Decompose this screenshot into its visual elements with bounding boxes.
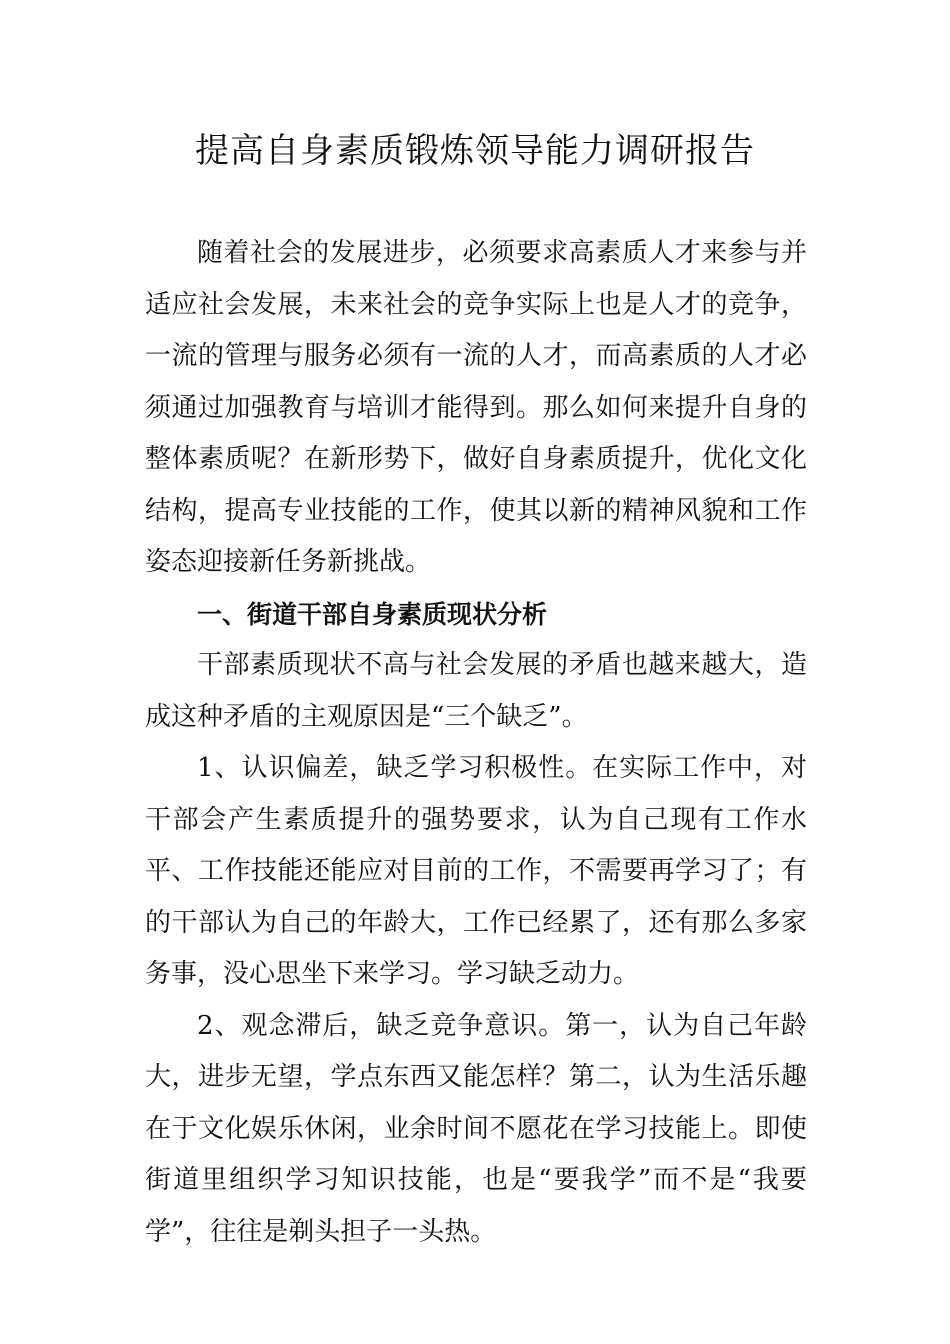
section-paragraph-2: 1、认识偏差，缺乏学习积极性。在实际工作中，对干部会产生素质提升的强势要求，认为自己现有工作水平、工作技能还能应对目前的工作，不需要再学习了；有的干部认为自己的年龄大，工作已经累了，还有那么多家务事，没心思坐下来学习。学习缺乏动力。: [145, 753, 807, 989]
intro-paragraph: 随着社会的发展进步，必须要求高素质人才来参与并适应社会发展，未来社会的竞争实际上也是人才的竞争，一流的管理与服务必须有一流的人才，而高素质的人才必须通过加强教育与培训才能得到。那么如何来提升自身的整体素质呢？在新形势下，做好自身素质提升，优化文化结构，提高专业技能的工作，使其以新的精神风貌和工作姿态迎接新任务新挑战。: [145, 238, 807, 577]
document-body: [145, 228, 807, 1258]
section-paragraph-3: 2、观念滞后，缺乏竞争意识。第一，认为自己年龄大，进步无望，学点东西又能怎样？第二，认为生活乐趣在于文化娱乐休闲，业余时间不愿花在学习技能上。即使街道里组织学习知识技能，也是“要我学”而不是“我要学”，往往是剃头担子一头热。: [145, 1010, 807, 1247]
section-paragraph-1: 干部素质现状不高与社会发展的矛盾也越来越大，造成这种矛盾的主观原因是“三个缺乏”。: [145, 650, 807, 732]
section-heading-1: 一、街道干部自身素质现状分析: [197, 599, 548, 629]
document-title: 提高自身素质锻炼领导能力调研报告: [195, 131, 755, 171]
